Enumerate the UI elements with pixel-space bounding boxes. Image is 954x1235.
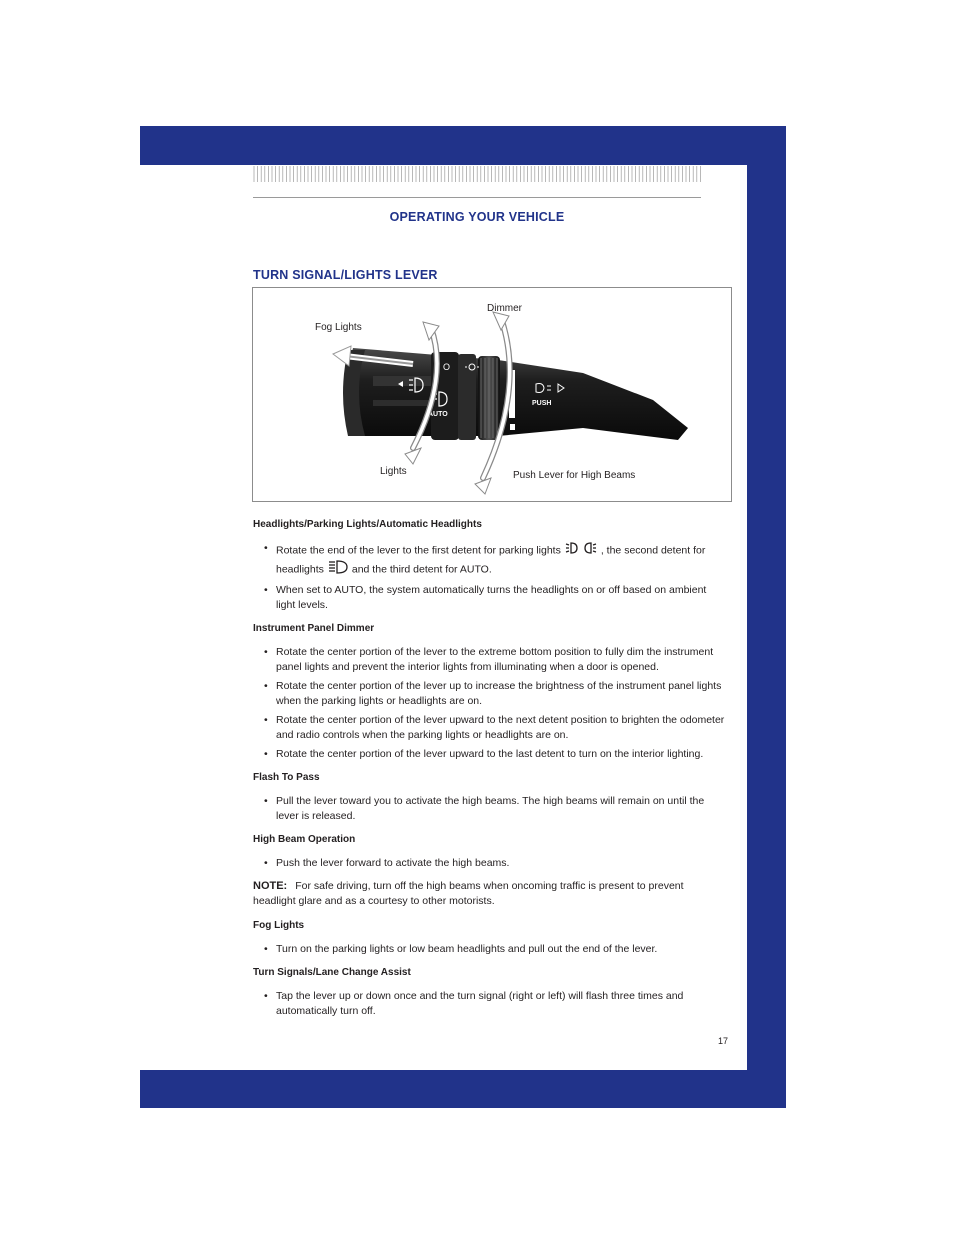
lever-auto-mark: AUTO	[428, 411, 448, 418]
list-flash	[253, 794, 727, 824]
note-label: NOTE:	[253, 880, 288, 892]
list-item: • Turn on the parking lights or low beam headlights and pull out the end of the lever.	[253, 942, 727, 957]
page-number: 17	[718, 1036, 729, 1046]
lever-push-mark: PUSH	[532, 400, 552, 407]
headlights-icon	[328, 560, 348, 579]
frame-bottom-band	[140, 1070, 786, 1108]
list-item: • Push the lever forward to activate the high beams.	[253, 856, 727, 871]
subheading-dimmer: Instrument Panel Dimmer	[253, 623, 375, 634]
lever-figure	[252, 287, 732, 502]
label-lights: Lights	[380, 466, 407, 477]
note-text: For safe driving, turn off the high beams when oncoming traffic is present to prevent headlight glare and as a courtesy to other motorists.	[253, 880, 684, 907]
lever-off-mark: O	[443, 362, 451, 372]
list-fog	[253, 942, 727, 957]
list-item: • Rotate the center portion of the lever upward to the last detent to turn on the interior lighting.	[253, 747, 727, 762]
list-headlights	[253, 541, 727, 613]
list-high-beam	[253, 856, 727, 871]
label-fog-lights: Fog Lights	[315, 322, 362, 333]
list-item: • Rotate the center portion of the lever to the extreme bottom position to fully dim the instrument panel lights and prevent the interior lights from illuminating when a door is opened.	[253, 645, 727, 675]
subheading-turn: Turn Signals/Lane Change Assist	[253, 967, 411, 978]
body-content	[253, 517, 727, 1027]
list-item: • Rotate the center portion of the lever up to increase the brightness of the instrument panel lights when the parking lights or headlights are on.	[253, 679, 727, 709]
subheading-high-beam: High Beam Operation	[253, 834, 356, 845]
list-item: • When set to AUTO, the system automatically turns the headlights on or off based on ambient light levels.	[253, 583, 727, 613]
parking-lights-icon	[565, 541, 597, 560]
section-title: OPERATING YOUR VEHICLE	[389, 210, 565, 224]
list-item: • Rotate the center portion of the lever upward to the next detent position to brighten the odometer and radio controls when the parking lights or headlights are on.	[253, 713, 727, 743]
list-dimmer	[253, 645, 727, 762]
label-push-lever: Push Lever for High Beams	[513, 470, 636, 481]
list-turn	[253, 989, 727, 1019]
list-item: • Rotate the end of the lever to the first detent for parking lights , the second detent for headlights and the third detent for AUTO.	[253, 541, 727, 579]
page-heading: TURN SIGNAL/LIGHTS LEVER	[253, 268, 438, 282]
subheading-fog: Fog Lights	[253, 920, 305, 931]
decorative-ticks	[253, 166, 703, 182]
note	[253, 879, 727, 909]
header-rule	[253, 197, 701, 198]
list-item: • Tap the lever up or down once and the turn signal (right or left) will flash three times and automatically turn off.	[253, 989, 727, 1019]
subheading-headlights: Headlights/Parking Lights/Automatic Headlights	[253, 519, 482, 530]
frame-right-band	[747, 126, 786, 1108]
lever-illustration	[253, 288, 731, 501]
subheading-flash: Flash To Pass	[253, 772, 320, 783]
frame-top-band	[140, 126, 786, 165]
label-dimmer: Dimmer	[487, 303, 522, 314]
list-item: • Pull the lever toward you to activate the high beams. The high beams will remain on until the lever is released.	[253, 794, 727, 824]
